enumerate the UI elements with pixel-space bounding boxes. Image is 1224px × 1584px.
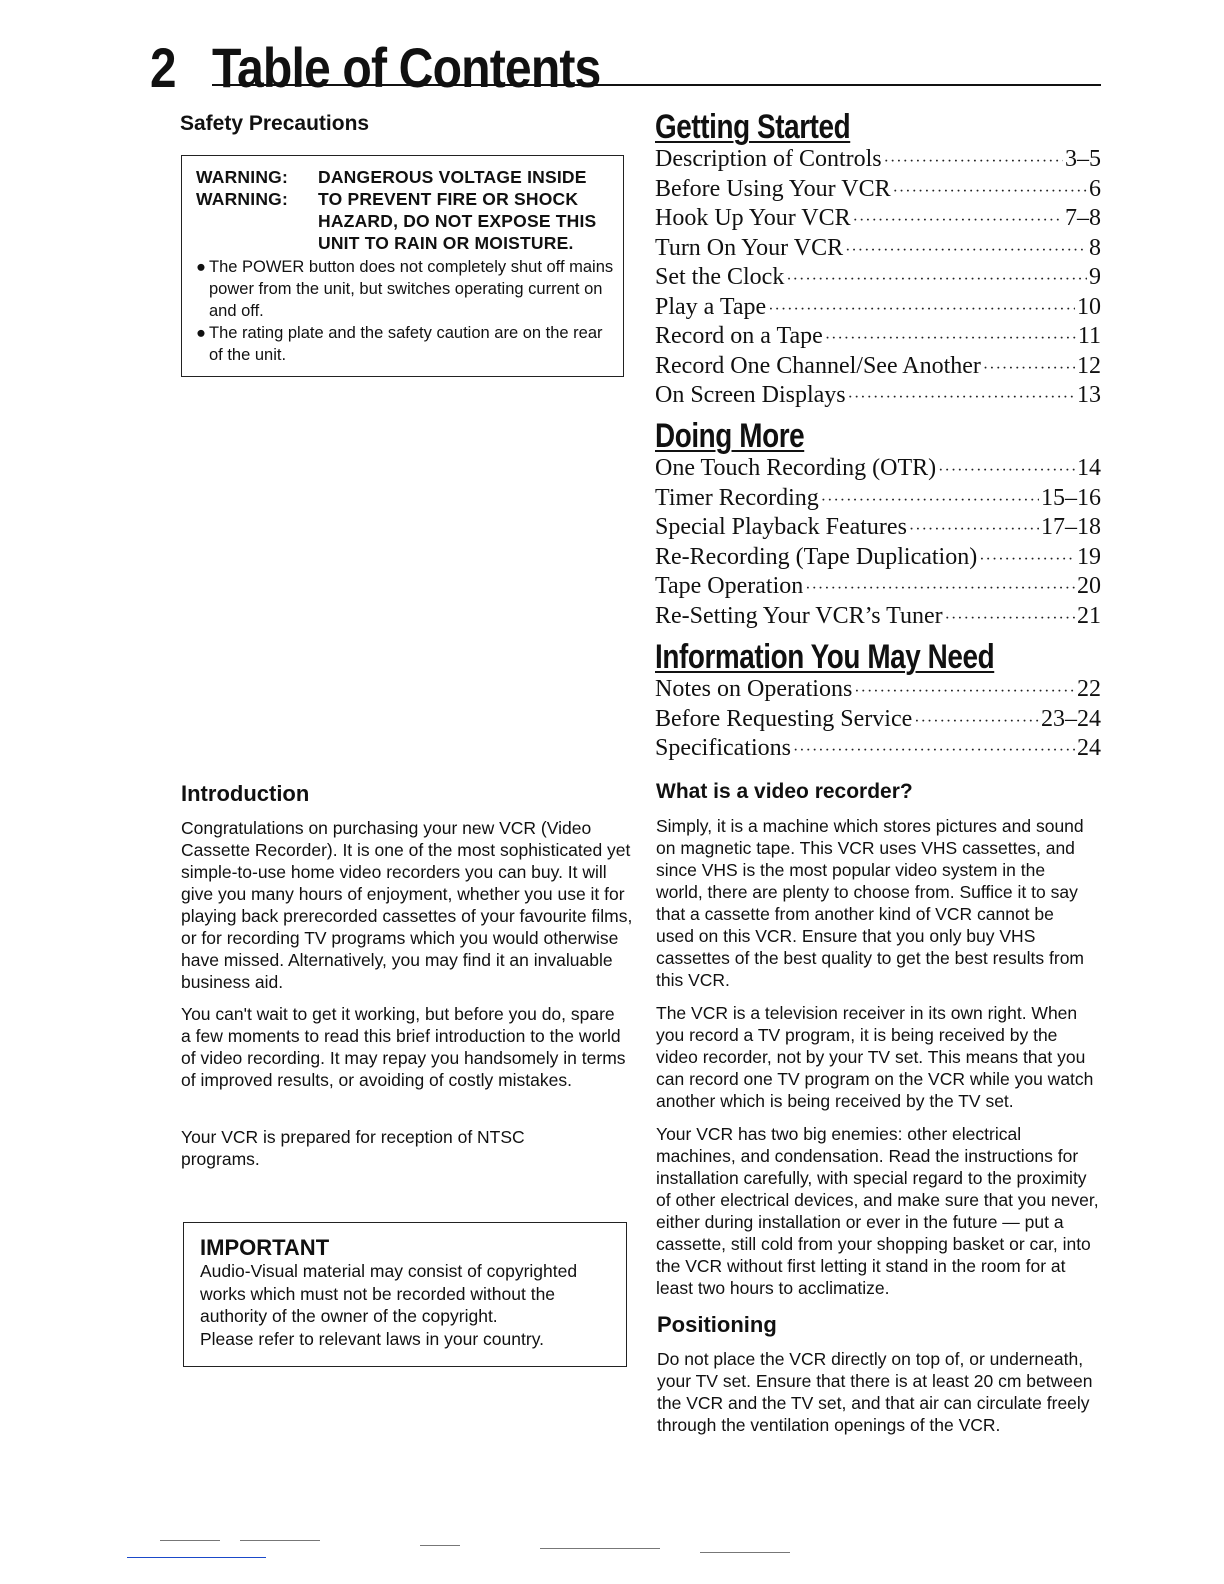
what-is-heading: What is a video recorder? [656,780,913,803]
toc-leader [909,515,1039,545]
scan-speck [160,1540,220,1541]
toc-label: Tape Operation [655,573,804,599]
toc-label: Description of Controls [655,146,882,172]
important-title: IMPORTANT [200,1235,330,1260]
toc-entry [655,454,1101,484]
toc-leader [979,545,1075,575]
toc-label: Before Using Your VCR [655,175,891,202]
bullet-icon: ● [196,324,206,342]
toc-label: Record on a Tape [655,323,823,349]
toc-section-getting-started: Getting Started [655,108,851,146]
warning-label: WARNING: [196,167,289,187]
bullet-icon: ● [196,258,206,276]
toc-label: On Screen Displays [655,382,846,408]
safety-heading: Safety Precautions [180,112,370,135]
toc-leader [914,707,1039,737]
toc-page: 8 [1089,234,1101,261]
toc-leader [945,604,1075,634]
footer-rule [127,1557,266,1558]
toc-entry [655,204,1101,234]
warning-text: HAZARD, DO NOT EXPOSE THIS [318,211,597,231]
toc-page: 11 [1077,323,1101,349]
toc-page: 23–24 [1041,705,1101,732]
toc-page: 19 [1077,543,1101,570]
toc-entry [655,381,1101,411]
toc-leader [853,206,1063,236]
warning-line [196,166,587,188]
toc-entry [655,352,1101,382]
header-rule [212,84,1101,86]
safety-bullet [196,322,616,366]
toc-label: Re-Recording (Tape Duplication) [655,543,978,570]
toc-leader [938,456,1075,486]
toc-entry [655,675,1101,705]
toc-leader [793,736,1075,766]
toc-page: 17–18 [1041,514,1101,540]
toc-entry [655,513,1101,543]
bullet-text: The rating plate and the safety caution are on the rear of the unit. [209,324,603,364]
introduction-paragraph: Your VCR is prepared for reception of NTSC programs. [181,1127,525,1169]
toc-label: Timer Recording [655,484,819,511]
positioning-paragraph: Do not place the VCR directly on top of, or underneath, your TV set. Ensure that there is at least 20 cm between the VCR and the TV set, and that air can circulate freely through the ventilation openings of the VCR. [657,1349,1093,1435]
toc-entry [655,734,1101,764]
toc-leader [884,147,1063,177]
scan-speck [540,1548,660,1549]
toc-label: Notes on Operations [655,676,853,702]
scan-speck [240,1540,320,1541]
toc-entry [655,234,1101,264]
page-title: Table of Contents [212,36,601,99]
toc-label: Record One Channel/See Another [655,352,981,379]
what-is-paragraph: Your VCR has two big enemies: other electrical machines, and condensation. Read the instructions for installation carefully, with special regard to the proximity of other electrical devices, and make sure that you never, either during installation or ever in the future — put a cassette, still cold from your shopping basket or car, into the VCR without first letting it stand in the room for at least two hours to acclimatize. [656,1124,1099,1298]
toc-entry [655,572,1101,602]
warning-line [196,188,579,210]
toc-entry [655,322,1101,352]
toc-page: 15–16 [1041,484,1101,511]
toc-label: Before Requesting Service [655,705,913,732]
toc-entry [655,484,1101,514]
toc-page: 21 [1077,602,1101,629]
warning-text: TO PREVENT FIRE OR SHOCK [318,189,579,209]
toc-entry [655,705,1101,735]
toc-page: 12 [1077,352,1101,379]
warning-text: UNIT TO RAIN OR MOISTURE. [318,233,574,253]
toc-leader [786,265,1087,295]
toc-leader [825,324,1076,354]
toc-leader [768,295,1075,325]
safety-bullet [196,256,616,322]
toc-page: 13 [1077,382,1101,408]
toc-page: 22 [1077,676,1101,702]
introduction-paragraph: Congratulations on purchasing your new VCR (Video Cassette Recorder). It is one of the most sophisticated yet simple-to-use home video recorders you can buy. It will give you many hours of enjoyment, whether you use it for playing back prerecorded cassettes of your favourite films, or for recording TV programs which you would otherwise have missed. Alternatively, you may find it an invaluable business aid. [181,818,633,992]
toc-section-information: Information You May Need [655,638,995,676]
toc-section-doing-more: Doing More [655,417,805,455]
toc-entry [655,145,1101,175]
toc-label: Specifications [655,735,791,761]
toc-leader [805,574,1075,604]
warning-label: WARNING: [196,189,289,209]
important-box [183,1222,627,1367]
toc-label: Play a Tape [655,293,767,320]
toc-leader [821,486,1039,516]
toc-page: 9 [1089,264,1101,290]
toc-entry [655,602,1101,632]
toc-label: Re-Setting Your VCR’s Tuner [655,602,943,629]
toc-entry [655,175,1101,205]
toc-page: 3–5 [1065,146,1101,172]
toc-leader [854,677,1075,707]
toc-leader [848,383,1075,413]
toc-leader [845,236,1087,266]
toc-leader [893,177,1087,207]
warning-text: DANGEROUS VOLTAGE INSIDE [318,167,587,187]
toc-entry [655,543,1101,573]
important-text [200,1260,620,1350]
toc-page: 7–8 [1065,205,1101,231]
toc-leader [983,354,1075,384]
important-line: Please refer to relevant laws in your country. [200,1328,545,1349]
toc-label: Hook Up Your VCR [655,205,851,231]
toc-page: 20 [1077,573,1101,599]
introduction-heading: Introduction [181,781,310,806]
important-line: Audio-Visual material may consist of copyrighted works which must not be recorded without the authority of the owner of the copyright. [200,1261,578,1326]
scan-speck [700,1552,790,1553]
toc-page: 24 [1077,735,1101,761]
toc-entry [655,263,1101,293]
toc-label: Special Playback Features [655,514,907,540]
toc-entry [655,293,1101,323]
warning-box [181,155,624,377]
toc-page: 6 [1089,175,1101,202]
page-number: 2 [150,36,176,99]
toc-label: One Touch Recording (OTR) [655,455,937,481]
bullet-text: The POWER button does not completely shut off mains power from the unit, but switches operating current on and off. [209,258,614,320]
toc-label: Set the Clock [655,264,785,290]
toc-page: 14 [1077,455,1101,481]
toc-page: 10 [1077,293,1101,320]
introduction-paragraph: You can't wait to get it working, but before you do, spare a few moments to read this brief introduction to the world of video recording. It may repay you handsomely in terms of improved results, or avoiding of costly mistakes. [181,1004,626,1090]
toc-label: Turn On Your VCR [655,234,844,261]
scan-speck [420,1545,460,1546]
what-is-paragraph: The VCR is a television receiver in its own right. When you record a TV program, it is being received by the video recorder, not by your TV set. This means that you can record one TV program on the VCR while you watch another which is being received by the TV set. [656,1003,1094,1111]
what-is-paragraph: Simply, it is a machine which stores pictures and sound on magnetic tape. This VCR uses VHS cassettes, and since VHS is the most popular video system in the world, there are plenty to choose from. Suffice it to say that a cassette from another kind of VCR cannot be used on this VCR. Ensure that you only buy VHS cassettes of the best quality to get the best results from this VCR. [656,816,1084,990]
positioning-heading: Positioning [657,1312,777,1337]
